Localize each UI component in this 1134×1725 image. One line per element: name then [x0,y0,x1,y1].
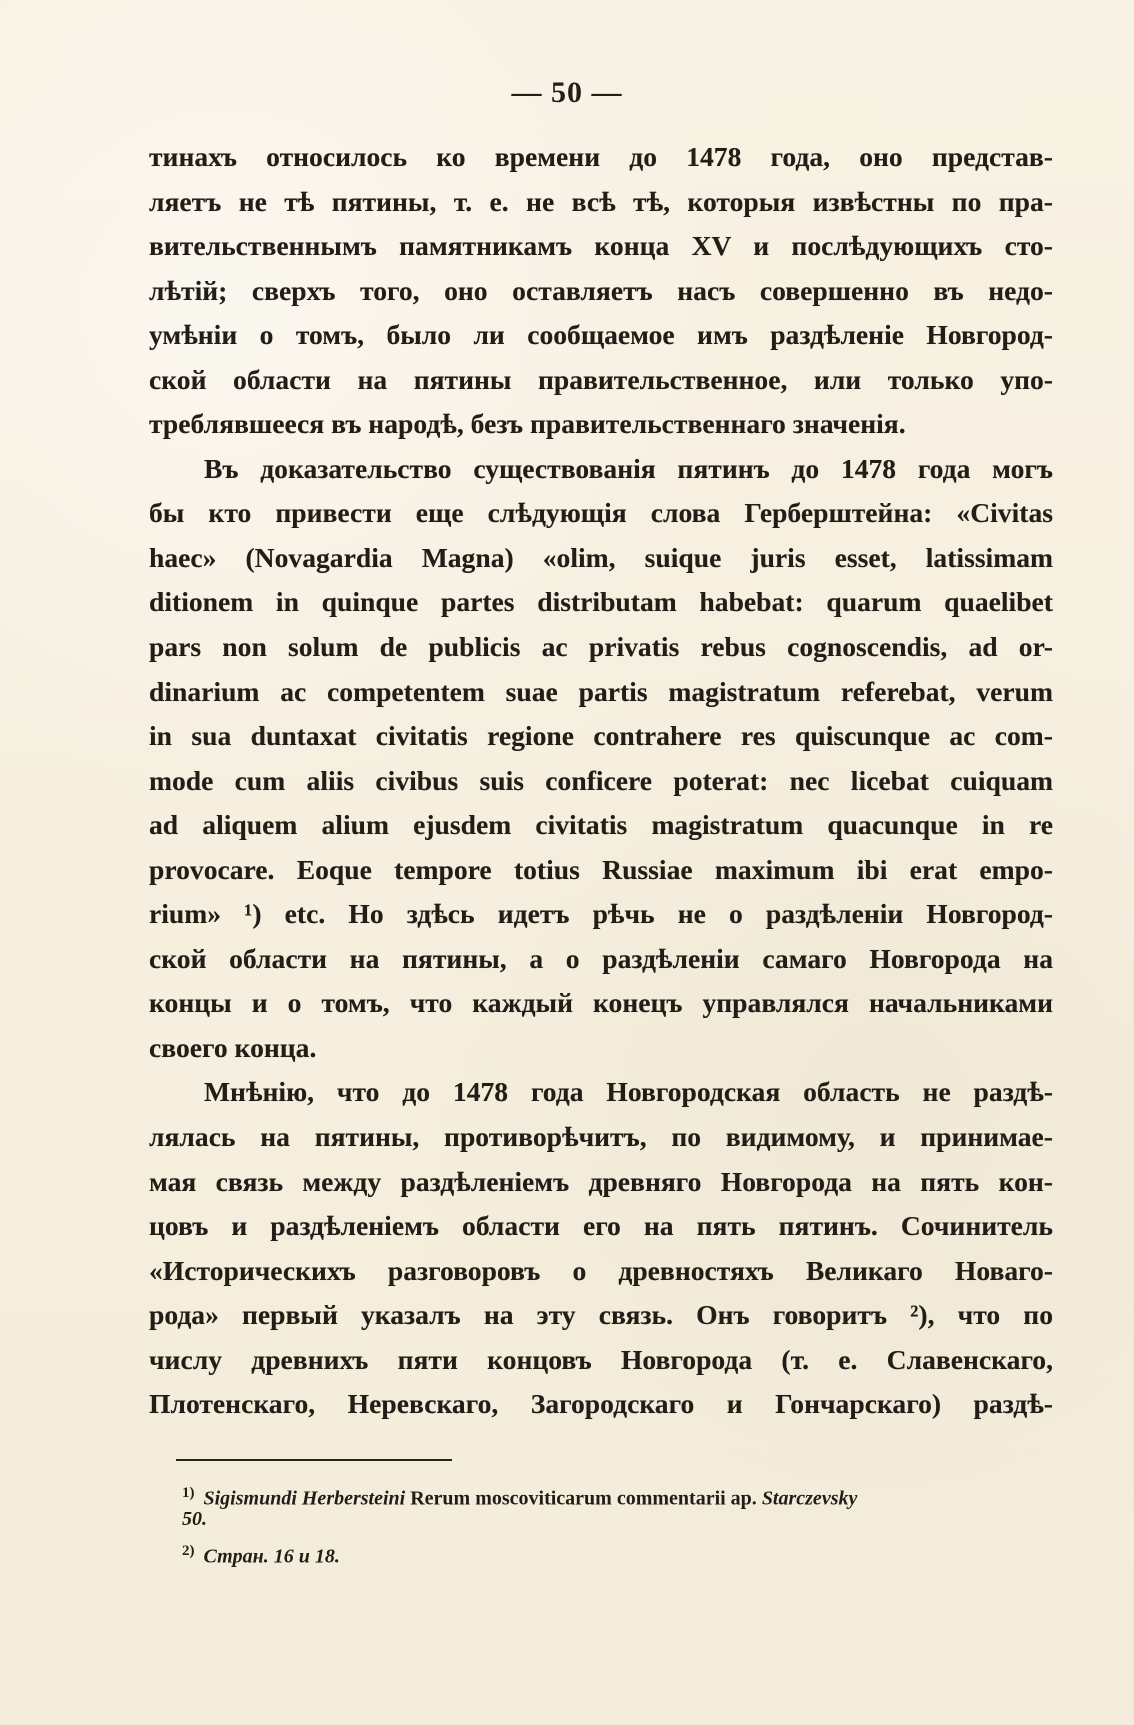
footnote-divider [176,1459,452,1461]
page-number: — 50 — [511,76,623,109]
footnote-1-line-2: 50. [182,1508,207,1530]
footnote-1-mark: 1) [182,1485,195,1501]
text-line-13: dinarium ac competentem suae partis magistratum referebat, verum [149,675,1053,707]
footnote-2-mark: 2) [182,1543,195,1559]
footnote-1-line-1 [182,1480,1053,1510]
text-line-22: Мнѣнію, что до 1478 года Новгородская область не раздѣ- [204,1076,1053,1108]
text-line-23: лялась на пятины, противорѣчитъ, по видимому, и принимае- [149,1121,1053,1153]
text-line-7: треблявшееся въ народѣ, безъ правительственнаго значенія. [149,408,906,440]
text-line-19: ской области на пятины, а о раздѣленіи самаго Новгорода на [149,942,1053,974]
text-line-18: rium» ¹) etc. Но здѣсь идетъ рѣчь не о раздѣленіи Новгород- [149,898,1053,930]
text-line-21: своего конца. [149,1031,317,1063]
text-line-17: provocare. Eoque tempore totius Russiae maximum ibi erat empo- [149,853,1053,885]
text-line-3: вительственнымъ памятникамъ конца XV и послѣдующихъ сто- [149,230,1053,262]
text-line-16: ad aliquem alium ejusdem civitatis magistratum quacunque in re [149,809,1053,841]
text-line-1: тинахъ относилось ко времени до 1478 года, оно представ- [149,141,1053,172]
footnote-2-text: Стран. 16 и 18. [203,1545,340,1568]
footnote-1-editor: Starczevsky [761,1487,858,1510]
text-line-25: цовъ и раздѣленіемъ области его на пять пятинъ. Сочинитель [149,1210,1053,1242]
text-line-6: ской области на пятины правительственное, или только упо- [149,363,1053,395]
footnotes-block [182,1480,1053,1568]
text-line-4: лѣтій; сверхъ того, оно оставляетъ насъ совершенно въ недо- [149,274,1053,306]
footnote-1-title: Rerum moscoviticarum commentarii ap. [410,1487,757,1510]
footnote-1-author: Sigismundi Herbersteini [203,1487,406,1510]
main-text-block [149,135,1053,1427]
text-line-15: mode cum aliis civibus suis conficere poterat: nec licebat cuiquam [149,764,1053,796]
text-line-26: «Историческихъ разговоровъ о древностяхъ Великаго Новаго- [149,1254,1053,1286]
text-line-8: Въ доказательство существованія пятинъ до 1478 года могъ [204,452,1053,484]
text-line-28: числу древнихъ пяти концовъ Новгорода (т. е. Славенскаго, [149,1343,1053,1375]
text-line-11: ditionem in quinque partes distributam habebat: quarum quaelibet [149,586,1053,618]
text-line-29: Плотенскаго, Неревскаго, Загородскаго и Гончарскаго) раздѣ- [149,1388,1053,1420]
text-line-2: ляетъ не тѣ пятины, т. е. не всѣ тѣ, которыя извѣстны по пра- [149,185,1053,217]
text-line-12: pars non solum de publicis ac privatis rebus cognoscendis, ad or- [149,631,1053,663]
footnote-2-line [182,1538,1053,1568]
text-line-14: in sua duntaxat civitatis regione contrahere res quiscunque ac com- [149,720,1053,752]
text-line-27: рода» первый указалъ на эту связь. Онъ говоритъ ²), что по [149,1299,1053,1331]
text-line-5: умѣніи о томъ, было ли сообщаемое имъ раздѣленіе Новгород- [149,319,1053,351]
text-line-20: концы и о томъ, что каждый конецъ управлялся начальниками [149,987,1053,1019]
text-line-10: haec» (Novagardia Magna) «olim, suique juris esset, latissimam [149,541,1053,573]
text-line-9: бы кто привести еще слѣдующія слова Герберштейна: «Civitas [149,497,1053,529]
text-line-24: мая связь между раздѣленіемъ древняго Новгорода на пять кон- [149,1165,1053,1197]
